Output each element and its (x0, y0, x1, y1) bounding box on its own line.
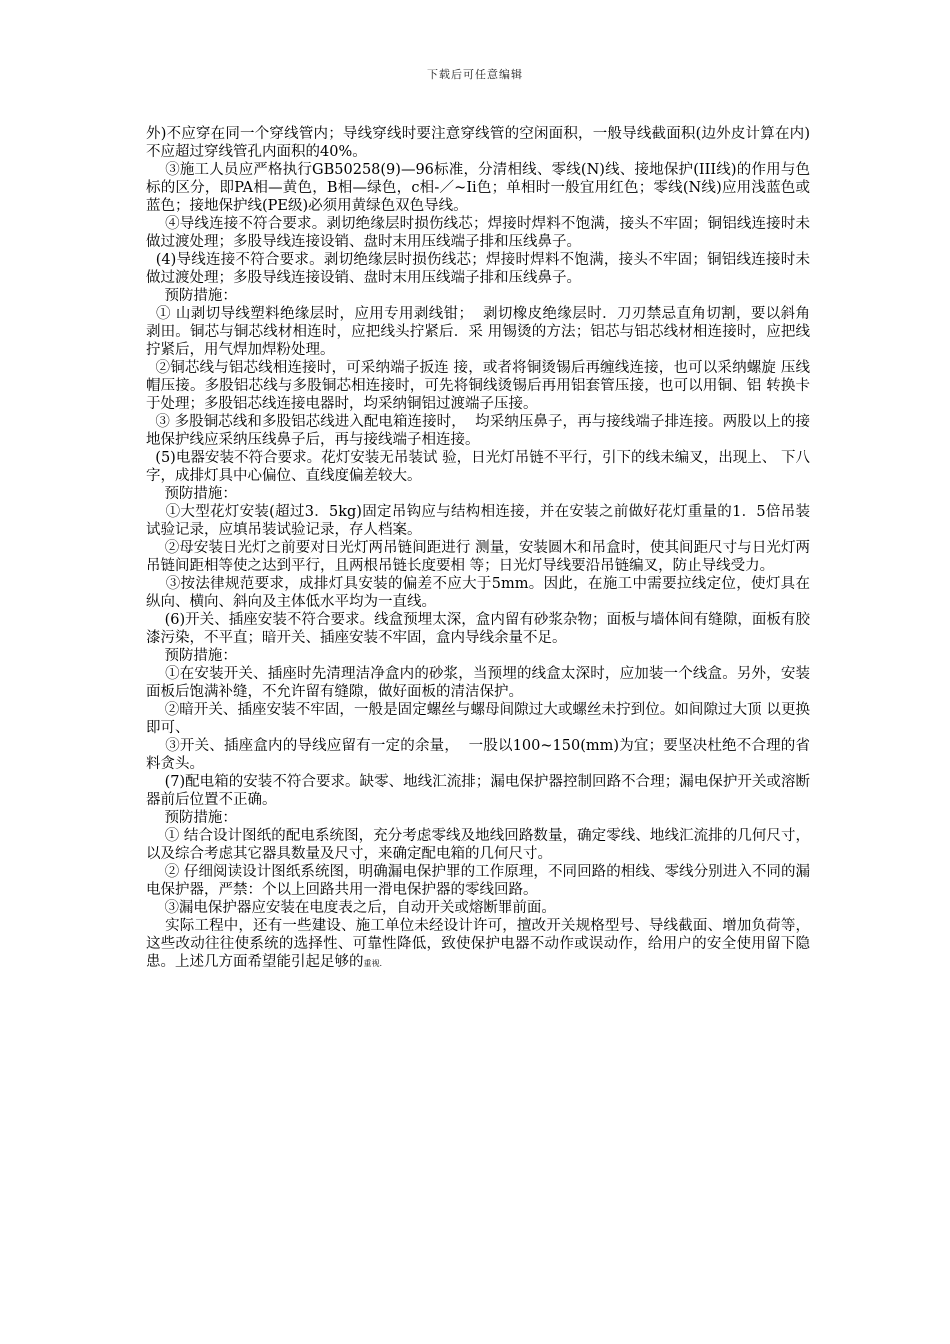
paragraph: (4)导线连接不符合要求。剥切绝缘层时损伤线芯；焊接时焊料不饱满，接头不牢固；铜铝线连接时未做过渡处理；多股导线连接设销、盘时末用压线端子排和压线鼻子。 (146, 252, 810, 286)
paragraph: ① 山剥切导线塑料绝缘层时，应用专用剥线钳； 剥切橡皮绝缘层时．刀刃禁忌直角切割，要以斜角 剥田。铜芯与铜芯线材相连时，应把线头拧紧后．采 用锡烫的方法；铝芯与铝芯线材相连接时，应把线 拧紧后，用气焊加焊粉处理。 (146, 306, 815, 358)
paragraph: 预防措施： (146, 288, 237, 304)
closing-paragraph (146, 917, 810, 973)
document-body (146, 125, 815, 973)
paragraph: ① 结合设计图纸的配电系统图，充分考虑零线及地线回路数量，确定零线、地线汇流排的几何尺寸，以及综合考虑其它器具数量及尺寸，来确定配电箱的几何尺寸。 (146, 828, 810, 862)
paragraph: 预防措施： (146, 810, 237, 826)
paragraph: ③施工人员应严格执行GB50258(9)—96标准，分清相线、零线(N)线、接地保护(III线)的作用与色标的区分，即PA相—黄色，B相—绿色，c相-／~Ii色；单相时一般宜用红色；零线(N线)应用浅蓝色或蓝色；接地保护线(PE级)必须用黄绿色双色导线。 (146, 162, 811, 214)
paragraph: ②母安装日光灯之前要对日光灯两吊链间距进行 测量，安装圆木和吊盒时，使其间距尺寸与日光灯两 吊链间距相等使之达到平行，且两根吊链长度要相 等；日光灯导线要沿吊链编叉，防止导线受力。 (146, 540, 815, 574)
paragraph: ③ 多股铜芯线和多股铝芯线进入配电箱连接时， 均采纳压鼻子，再与接线端子排连接。两股以上的接 地保护线应采纳压线鼻子后，再与接线端子相连接。 (146, 414, 815, 448)
paragraph: 预防措施： (146, 648, 237, 664)
paragraph: ①大型花灯安装(超过3．5kg)固定吊钩应与结构相连接，并在安装之前做好花灯重量的1．5倍吊装试验记录，应填吊装试验记录，存人档案。 (146, 504, 810, 538)
page-header: 下载后可任意编辑 (427, 68, 523, 81)
paragraph: 预防措施： (146, 486, 237, 502)
paragraph: ③开关、插座盒内的导线应留有一定的余量， 一股以100~150(mm)为宜；要坚决杜绝不合理的省料贪头。 (146, 738, 810, 772)
paragraph: ④导线连接不符合要求。剥切绝缘层时损伤线芯；焊接时焊料不饱满，接头不牢固；铜铝线连接时未做过渡处理；多股导线连接设销、盘时末用压线端子排和压线鼻子。 (146, 216, 811, 250)
paragraph: 外)不应穿在同一个穿线管内；导线穿线时要注意穿线管的空闲面积，一般导线截面积(边外皮计算在内)不应超过穿线管孔内面积的40%。 (146, 126, 810, 160)
paragraph: ③按法律规范要求，成排灯具安装的偏差不应大于5mm。因此，在施工中需要拉线定位，使灯具在纵向、横向、斜向及主体低水平均为一直线。 (146, 576, 810, 610)
paragraph: ②暗开关、插座安装不牢固，一般是固定螺丝与螺母间隙过大或螺丝未拧到位。如间隙过大顶 以更换即可、 (146, 702, 810, 736)
paragraph: (7)配电箱的安装不符合要求。缺零、地线汇流排；漏电保护器控制回路不合理；漏电保护开关或溶断器前后位置不正确。 (146, 774, 811, 808)
paragraph: ②铜芯线与铝芯线相连接时，可采纳端子扳连 接，或者将铜烫锡后再缠线连接，也可以采纳螺旋 压线帽压接。多股铝芯线与多股铜芯相连接时，可先将铜线烫锡后再用铝套管压接，也可以用铜、铝 转换卡于处理；多股铝芯线连接电器时，均采纳铜铝过渡端子压接。 (146, 360, 811, 412)
paragraph: ② 仔细阅读设计图纸系统图，明确漏电保护罪的工作原理，不同回路的相线、零线分别进入不同的漏电保护器，严禁：个以上回路共用一滑电保护器的零线回路。 (146, 864, 810, 898)
paragraph: ③漏电保护器应安装在电度表之后，自动开关或熔断罪前面。 (146, 900, 556, 916)
closing-text: 实际工程中，还有一些建设、施工单位未经设计许可，擅改开关规格型号、导线截面、增加负荷等，这些改动往往使系统的选择性、可靠性降低，致使保护电器不动作或误动作，给用户的安全使用留下隐患。上述几方面希望能引起足够的 (146, 918, 811, 970)
paragraph: (6)开关、插座安装不符合要求。线盒预埋太深，盒内留有砂浆杂物；面板与墙体间有缝隙，面板有胶漆污染，不平直；暗开关、插座安装不牢固，盒内导线余量不足。 (146, 612, 811, 646)
paragraph: (5)电器安装不符合要求。花灯安装无吊装试 验，日光灯吊链不平行，引下的线未编叉，出现上、 下八字，成排灯具中心偏位、直线度偏差较大。 (146, 450, 811, 484)
closing-small-text: 重视. (363, 959, 383, 968)
paragraph: ①在安装开关、插座时先清理洁净盒内的砂浆，当预埋的线盒太深时，应加装一个线盒。另外，安装面板后饱满补缝，不允许留有缝隙，做好面板的清洁保护。 (146, 666, 811, 700)
